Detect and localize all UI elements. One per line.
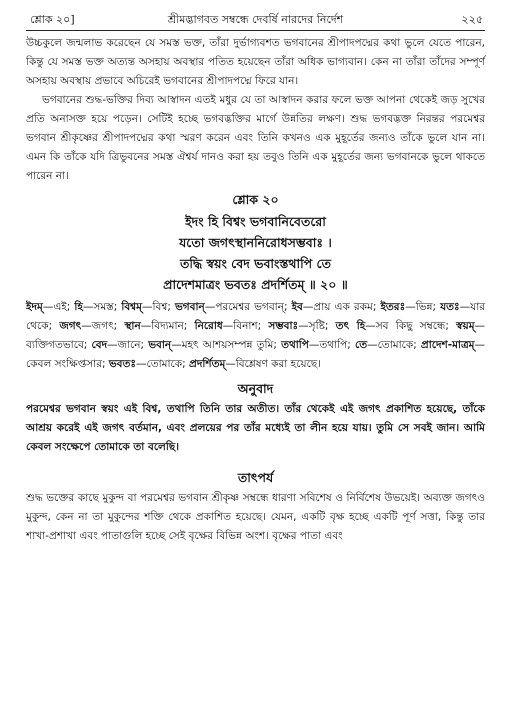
synonym-meaning: —সমস্ত; [82, 301, 122, 313]
synonym-meaning: —জানে; [107, 339, 149, 351]
synonym-meaning: —বিদ্যমান; [140, 320, 195, 332]
synonym-word: স্থান [124, 320, 141, 332]
synonym-meaning: —ভিন্ন; [405, 301, 441, 313]
synonym-meaning: —বিনাশ; [222, 320, 269, 332]
synonym-word: হি [74, 301, 83, 313]
purport-heading: তাৎপর্য [237, 470, 274, 485]
synonym-meaning: —বিশ্ব; [142, 301, 175, 313]
verse-line-1: ইদং হি বিশ্বং ভগবানিবেতরো [185, 214, 326, 229]
synonym-meaning: —বিশ্লেষণ করা হয়েছে। [225, 358, 321, 370]
header-verse-ref: শ্লোক ২০] [30, 13, 75, 26]
synonym-word: ভগবান্ [174, 301, 205, 313]
translation-heading: অনুবাদ [237, 381, 274, 396]
synonym-word: বিশ্বম্ [121, 301, 142, 313]
synonym-word: প্রদর্শিতম্ [189, 358, 226, 370]
synonym-meaning: —ব্যক্তিগতভাবে; [26, 320, 486, 351]
synonym-word: তৎ হি [335, 320, 366, 332]
synonym-meaning: —প্রায় এক রকম; [302, 301, 381, 313]
synonym-word: তে [354, 339, 368, 351]
paragraph-2: ভগবানের শুদ্ধ-ভক্তির দিব্য আস্বাদন এতই মধুর যে তা আস্বাদন করার ফলে ভক্ত আপনা থেকেই জড় সুখের প্রতি অনাসক্ত হয়ে পড়েন। সেটিই হচ্ছে ভগবদ্ভক্তির মার্গে উন্নতির লক্ষণ। শুদ্ধ ভগবদ্ভক্ত নিরন্তর পরমেশ্বর ভগবান শ্রীকৃষ্ণের শ্রীপাদপদ্মের কথা স্মরণ করেন এবং তিনি কখনও এক মুহূর্তের জন্যও তাঁকে ভুলে যান না। এমন কি তাঁকে যদি ত্রিভুবনের সমস্ত ঐশ্বর্য দানও করা হয় তবুও তিনি এক মুহূর্তের জন্য ভগবানকে ভুলে থাকতে পারেন না। [26, 94, 485, 182]
synonym-word: প্রাদেশ-মাত্রম্ [420, 339, 475, 351]
synonym-meaning: —তোমাকে; [136, 358, 189, 370]
page-body [26, 34, 485, 546]
page-number: ২২৫ [461, 13, 483, 26]
verse-line-4: প্রাদেশমাত্রং ভবতঃ প্রদর্শিতম্ ॥ ২০ ॥ [163, 277, 348, 292]
synonym-word: জগৎ [59, 320, 82, 332]
synonym-meaning: —পরমেশ্বর ভগবান্; [204, 301, 292, 313]
synonym-word: ইব [291, 301, 303, 313]
synonym-word: ইদম্ [26, 301, 43, 313]
header-title: শ্রীমদ্ভাগবত সম্বন্ধে দেবর্ষি নারদের নির্দেশ [167, 13, 344, 26]
synonym-meaning: —তোমাকে; [367, 339, 421, 351]
synonym-meaning: —জগৎ; [81, 320, 125, 332]
synonym-word: তথাপি [281, 339, 309, 351]
verse-line-3: তদ্ধি স্বয়ং বেদ ভবাংস্তথাপি তে [180, 256, 331, 271]
synonym-meaning: —যার থেকে; [26, 301, 486, 332]
synonym-word: যতঃ [440, 301, 460, 313]
verse-line-2: যতো জগৎস্থাননিরোধসম্ভবাঃ । [179, 235, 332, 250]
synonym-word: সম্ভবাঃ [268, 320, 299, 332]
purport-text: শুদ্ধ ভক্তের কাছে মুকুন্দ বা পরমেশ্বর ভগবান শ্রীকৃষ্ণ সম্বন্ধে ধারণা সবিশেষ ও নির্বিশেষ উভয়েই। অব্যক্ত জগৎও মুকুন্দ, কেন না তা মুকুন্দের শক্তি থেকে প্রকাশিত হয়েছে। যেমন, একটি বৃক্ষ হচ্ছে একটি পূর্ণ সত্তা, কিন্তু তার শাখা-প্রশাখা এবং পাতাগুলি হচ্ছে সেই বৃক্ষের বিভিন্ন অংশ। বৃক্ষের পাতা এবং [26, 492, 485, 542]
synonym-word: ইতরঃ [380, 301, 406, 313]
synonym-meaning: —সৃষ্টি; [298, 320, 336, 332]
synonym-meaning: —মহৎ আশয়সম্পন্ন তুমি; [171, 339, 282, 351]
translation-text: পরমেশ্বর ভগবান স্বয়ং এই বিশ্ব, তথাপি তিনি তার অতীত। তাঁর থেকেই এই জগৎ প্রকাশিত হয়েছে, তাঁকে আশ্রয় করেই এই জগৎ বর্তমান, এবং প্রলয়ের পর তাঁর মধ্যেই তা লীন হয়ে যায়। তুমি সে সবই জান। আমি কেবল সংক্ষেপে তোমাকে তা বলেছি। [26, 403, 485, 453]
synonym-word: স্বয়ম্ [456, 320, 475, 332]
synonym-word: ভবান্ [148, 339, 172, 351]
synonym-meaning: —সব কিছু সম্বন্ধে; [365, 320, 457, 332]
synonym-meaning: —কেবল সংক্ষিপ্তসার; [26, 339, 486, 370]
verse-heading: শ্লোক ২০ [232, 192, 279, 207]
synonym-meaning: —তথাপি; [308, 339, 355, 351]
synonym-word: নিরোধ [194, 320, 223, 332]
synonym-word: ভবতঃ [108, 358, 136, 370]
running-header [26, 8, 485, 31]
synonyms-block [26, 298, 485, 374]
synonym-meaning: —এই; [42, 301, 75, 313]
synonym-word: বেদ [91, 339, 108, 351]
paragraph-1: উচ্চকুলে জন্মলাভ করেছেন যে সমস্ত ভক্ত, তাঁরা দুর্ভাগ্যবশত ভগবানের শ্রীপাদপদ্মের কথা ভুলে যেতে পারেন, কিন্তু যে সমস্ত ভক্ত অত্যন্ত অসহায় অবস্থার পতিত হয়েছেন তাঁরা অধিক ভাগ্যবান। কেন না তাঁরা তাঁদের সম্পূর্ণ অসহায় অবস্থায় প্রভাবে অচিরেই ভগবানের শ্রীপাদপদ্মে ফিরে যান। [26, 37, 485, 87]
